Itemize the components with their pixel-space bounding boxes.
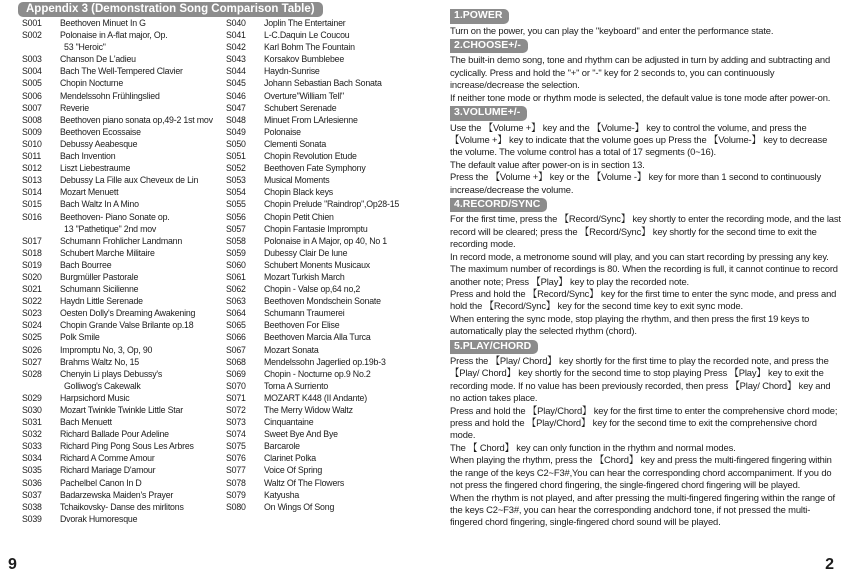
song-title: Mendelssohn Frühlingslied xyxy=(60,90,160,101)
song-row xyxy=(22,186,225,198)
song-title: Beethoven Ecossaise xyxy=(60,126,141,137)
section-paragraph: The maximum number of recordings is 80. When the recording is full, it cannot continue to record another note; Press 【Play】 key to play the recorded note. xyxy=(450,263,838,287)
song-title: Beethoven Fate Symphony xyxy=(264,163,366,174)
song-title: Badarzewska Maiden's Prayer xyxy=(60,489,174,500)
song-row xyxy=(22,283,225,295)
song-code: S002 xyxy=(22,30,42,41)
song-code: S069 xyxy=(226,368,246,379)
section-paragraph: Turn on the power, you can play the "keyboard" and enter the performance state. xyxy=(450,24,774,36)
section-paragraph: If neither tone mode or rhythm mode is selected, the default value is tone mode after power-on. xyxy=(450,91,831,103)
song-code: S028 xyxy=(22,368,42,379)
song-code: S038 xyxy=(22,501,42,512)
song-row xyxy=(22,259,225,271)
song-code: S057 xyxy=(226,223,246,234)
song-title: Pachelbel Canon In D xyxy=(60,477,142,488)
song-row xyxy=(22,138,225,150)
song-row xyxy=(226,138,438,150)
song-title: Chopin Nocturne xyxy=(60,78,124,89)
song-row xyxy=(22,65,225,77)
song-title: Chanson De L'adieu xyxy=(60,54,136,65)
song-code: S025 xyxy=(22,332,42,343)
song-title: Mozart Menuett xyxy=(60,187,119,198)
song-row xyxy=(226,29,438,41)
song-code: S035 xyxy=(22,465,42,476)
song-code: S008 xyxy=(22,114,42,125)
song-code: S012 xyxy=(22,163,42,174)
song-row xyxy=(226,440,438,452)
song-code: S056 xyxy=(226,211,246,222)
song-code: S033 xyxy=(22,441,42,452)
song-row xyxy=(22,235,225,247)
song-row xyxy=(22,452,225,464)
song-title: Richard Mariage D'amour xyxy=(60,465,156,476)
song-title: Beethoven For Elise xyxy=(264,320,340,331)
song-row xyxy=(226,211,438,223)
song-row xyxy=(22,416,225,428)
song-title: Bach The Well-Tempered Clavier xyxy=(60,66,183,77)
song-row xyxy=(22,29,225,53)
song-title: Schubert Marche Militaire xyxy=(60,247,155,258)
song-code: S065 xyxy=(226,320,246,331)
song-row xyxy=(226,162,438,174)
song-code: S068 xyxy=(226,356,246,367)
song-row xyxy=(226,416,438,428)
song-title: Beethoven Marcia Alla Turca xyxy=(264,332,371,343)
song-row xyxy=(22,464,225,476)
song-row xyxy=(22,392,225,404)
song-title: Mozart Turkish March xyxy=(264,271,345,282)
song-row xyxy=(22,477,225,489)
song-code: S042 xyxy=(226,42,246,53)
song-title: Schumann Frohlicher Landmann xyxy=(60,235,183,246)
song-title: Polonaise xyxy=(264,126,301,137)
song-row xyxy=(226,126,438,138)
song-code: S071 xyxy=(226,392,246,403)
section-title-badge: 4.RECORD/SYNC xyxy=(450,198,547,213)
song-title: The Merry Widow Waltz xyxy=(264,405,353,415)
song-row xyxy=(22,211,225,235)
song-title: Torna A Surriento xyxy=(264,380,329,391)
song-row xyxy=(22,501,225,513)
song-row xyxy=(22,344,225,356)
song-code: S015 xyxy=(22,199,42,210)
song-title: Polk Smile xyxy=(60,332,100,343)
song-row xyxy=(226,319,438,331)
song-code: S070 xyxy=(226,380,246,391)
song-row xyxy=(22,77,225,89)
song-code: S061 xyxy=(226,271,246,282)
song-title: Beethoven piano sonata op,49-2 1st mov xyxy=(60,114,213,125)
song-row xyxy=(226,295,438,307)
song-title: Impromptu No, 3, Op, 90 xyxy=(60,344,153,355)
song-title: Karl Bohm The Fountain xyxy=(264,42,355,53)
song-title: Joplin The Entertainer xyxy=(264,18,346,28)
instruction-section xyxy=(450,338,842,529)
song-code: S063 xyxy=(226,296,246,307)
song-title: On Wings Of Song xyxy=(264,501,335,512)
song-code: S072 xyxy=(226,405,246,415)
song-title: Haydn Little Serenade xyxy=(60,296,143,307)
song-code: S059 xyxy=(226,247,246,258)
song-title: Schubert Monents Musicaux xyxy=(264,259,370,270)
song-row xyxy=(226,477,438,489)
song-code: S055 xyxy=(226,199,246,210)
song-code: S014 xyxy=(22,187,42,198)
section-title-badge: 3.VOLUME+/- xyxy=(450,106,527,121)
song-title: Clarinet Polka xyxy=(264,453,316,464)
song-code: S013 xyxy=(22,175,42,186)
song-code: S062 xyxy=(226,284,246,295)
song-code: S026 xyxy=(22,344,42,355)
song-title: Katyusha xyxy=(264,489,300,500)
page-number-left: 9 xyxy=(8,556,17,573)
song-row xyxy=(22,17,225,29)
song-row xyxy=(226,65,438,77)
song-row xyxy=(22,319,225,331)
song-row xyxy=(226,392,438,404)
section-paragraph: The 【 Chord】 key can only function in the rhythm and normal modes. xyxy=(450,441,736,453)
song-row xyxy=(226,501,438,513)
section-title-badge: 5.PLAY/CHORD xyxy=(450,340,538,355)
song-code: S011 xyxy=(22,151,42,162)
song-row xyxy=(22,295,225,307)
song-title: Minuet From LArlesienne xyxy=(264,114,358,125)
song-title: Korsakov Bumblebee xyxy=(264,54,345,65)
song-title: L-C.Daquin Le Coucou xyxy=(264,30,350,41)
song-code: S010 xyxy=(22,138,42,149)
section-paragraph: When playing the rhythm, press the 【Chord】 key and press the multi-fingered fingering within the range of the keys C2~F3#,You can hear the corresponding chord accompaniment. If you do not press the fingered chord fingering, the single-fingered chord fingering will be played. xyxy=(450,454,832,491)
song-title: Brahms Waltz No, 15 xyxy=(60,356,139,367)
song-title: Chopin Petit Chien xyxy=(264,211,334,222)
song-row xyxy=(226,223,438,235)
song-title: Debussy Aeabesque xyxy=(60,138,138,149)
song-row xyxy=(22,404,225,416)
song-code: S031 xyxy=(22,417,42,428)
section-paragraph: Press the 【Play/ Chord】 key shortly for the first time to play the recorded note, and press the 【Play/ Chord】 key shortly for the second time to stop playing Press 【Play】 key to exit the recording mode. If no value has been previously recorded, then press 【Play/ Chord】 key and no action takes place. xyxy=(450,355,831,404)
song-row xyxy=(226,356,438,368)
song-title: Dvorak Humoresque xyxy=(60,513,138,524)
song-title: Voice Of Spring xyxy=(264,465,323,476)
song-code: S045 xyxy=(226,78,246,89)
song-code: S029 xyxy=(22,392,42,403)
song-code: S023 xyxy=(22,308,42,319)
song-title: Waltz Of The Flowers xyxy=(264,477,345,488)
song-code: S074 xyxy=(226,429,246,440)
song-code: S034 xyxy=(22,453,42,464)
song-row xyxy=(226,428,438,440)
song-row xyxy=(226,464,438,476)
song-code: S046 xyxy=(226,90,246,101)
song-title: Chopin Fantasie Impromptu xyxy=(264,223,368,234)
song-row xyxy=(22,513,225,525)
song-code: S054 xyxy=(226,187,246,198)
instruction-section xyxy=(450,104,842,196)
song-title: Richard Ping Pong Sous Les Arbres xyxy=(60,441,194,452)
song-title: Musical Moments xyxy=(264,175,330,186)
song-code: S043 xyxy=(226,54,246,65)
song-title: Mozart Sonata xyxy=(264,344,319,355)
song-code: S037 xyxy=(22,489,42,500)
song-row xyxy=(22,150,225,162)
song-code: S060 xyxy=(226,259,246,270)
song-row xyxy=(226,331,438,343)
song-title: Mendelssohn Jagerlied op.19b-3 xyxy=(264,356,386,367)
appendix-title-badge: Appendix 3 (Demonstration Song Comparison Table) xyxy=(18,2,323,17)
song-row xyxy=(226,186,438,198)
page-number-right: 2 xyxy=(825,556,834,573)
song-row xyxy=(226,198,438,210)
song-row xyxy=(226,150,438,162)
song-title: Burgmüller Pastorale xyxy=(60,271,139,282)
song-title: Mozart Twinkle Twinkle Little Star xyxy=(60,405,183,415)
song-code: S039 xyxy=(22,513,42,524)
song-title: Barcarole xyxy=(264,441,300,452)
song-row xyxy=(22,114,225,126)
song-title: Beethoven- Piano Sonate op. 13 "Pathetique" 2nd mov xyxy=(60,211,170,234)
song-code: S078 xyxy=(226,477,246,488)
song-row xyxy=(226,344,438,356)
song-code: S009 xyxy=(22,126,42,137)
song-row xyxy=(226,489,438,501)
song-code: S066 xyxy=(226,332,246,343)
song-title: Chopin - Valse op,64 no,2 xyxy=(264,284,361,295)
song-code: S019 xyxy=(22,259,42,270)
song-code: S044 xyxy=(226,66,246,77)
song-row xyxy=(226,404,438,416)
song-row xyxy=(226,102,438,114)
song-title: Liszt Liebestraume xyxy=(60,163,131,174)
section-paragraph: The default value after power-on is in section 13. xyxy=(450,158,645,170)
song-row xyxy=(226,77,438,89)
song-row xyxy=(226,174,438,186)
song-title: Cinquantaine xyxy=(264,417,314,428)
song-row xyxy=(22,102,225,114)
song-code: S052 xyxy=(226,163,246,174)
song-title: Schubert Serenade xyxy=(264,102,337,113)
song-title: Dubessy Clair De lune xyxy=(264,247,348,258)
song-title: Bach Waltz In A Mino xyxy=(60,199,139,210)
song-row xyxy=(22,368,225,392)
song-title: Richard Ballade Pour Adeline xyxy=(60,429,169,440)
song-code: S077 xyxy=(226,465,246,476)
section-title-badge: 2.CHOOSE+/- xyxy=(450,39,528,54)
song-title: Chopin Black keys xyxy=(264,187,333,198)
song-row xyxy=(226,114,438,126)
song-row xyxy=(226,452,438,464)
song-row xyxy=(22,428,225,440)
song-row xyxy=(226,368,438,380)
section-paragraph: In record mode, a metronome sound will play, and you can start recording by pressing any key. xyxy=(450,250,829,262)
song-code: S047 xyxy=(226,102,246,113)
song-title: Bach Bourree xyxy=(60,259,112,270)
song-title: Chopin Prelude "Raindrop",Op28-15 xyxy=(264,199,400,210)
section-paragraph: When the rhythm is not played, and after pressing the multi-fingered fingering within the range of the keys C2~F3#, you can hear the corresponding andchord tone, if not pressed the multi-fingered chord fingering, single-fingered chord sound will be played. xyxy=(450,491,836,528)
song-row xyxy=(226,247,438,259)
song-title: Clementi Sonata xyxy=(264,138,327,149)
section-paragraph: When entering the sync mode, stop playing the rhythm, and then press the first 19 keys to automatically play the selected rhythm (chord). xyxy=(450,312,810,337)
song-code: S021 xyxy=(22,284,42,295)
song-title: Beethoven Mondschein Sonate xyxy=(264,296,381,307)
song-row xyxy=(22,440,225,452)
song-table-column-2 xyxy=(226,17,438,513)
song-row xyxy=(226,307,438,319)
song-row xyxy=(22,126,225,138)
song-row xyxy=(226,53,438,65)
song-row xyxy=(22,331,225,343)
song-code: S006 xyxy=(22,90,42,101)
song-title: Reverie xyxy=(60,102,89,113)
song-row xyxy=(22,198,225,210)
song-title: Haydn-Sunrise xyxy=(264,66,320,77)
song-code: S064 xyxy=(226,308,246,319)
song-code: S050 xyxy=(226,138,246,149)
song-title: Polonaise in A Major, op 40, No 1 xyxy=(264,235,387,246)
song-code: S075 xyxy=(226,441,246,452)
song-code: S049 xyxy=(226,126,246,137)
song-code: S018 xyxy=(22,247,42,258)
song-title: MOZART K448 (II Andante) xyxy=(264,392,367,403)
song-row xyxy=(22,90,225,102)
song-code: S007 xyxy=(22,102,42,113)
song-title: Richard A Comme Amour xyxy=(60,453,155,464)
song-title: Schumann Traumerei xyxy=(264,308,345,319)
song-row xyxy=(22,162,225,174)
song-code: S036 xyxy=(22,477,42,488)
song-row xyxy=(22,307,225,319)
song-title: Overture"William Tell" xyxy=(264,90,344,101)
song-title: Bach Menuett xyxy=(60,417,112,428)
section-paragraph: Press and hold the 【Record/Sync】 key for the first time to enter the sync mode, and press and hold the 【Record/Sync】 key for the second time key to exit sync mode. xyxy=(450,287,837,312)
instructions-column xyxy=(450,7,842,529)
song-title: Johann Sebastian Bach Sonata xyxy=(264,78,382,89)
song-code: S003 xyxy=(22,54,42,65)
song-row xyxy=(22,247,225,259)
song-code: S051 xyxy=(226,151,246,162)
song-title: Chenyin Li plays Debussy's Golliwog's Cakewalk xyxy=(60,368,163,391)
song-code: S024 xyxy=(22,320,42,331)
song-title: Polonaise in A-flat major, Op. 53 "Heroic" xyxy=(60,30,168,53)
instruction-section xyxy=(450,196,842,338)
song-row xyxy=(226,283,438,295)
section-paragraph: Use the 【Volume +】 key and the 【Volume-】 key to control the volume, and press the 【Volume +】 key to indicate that the volume goes up Press the 【Volume-】 key to decrease the volume. The volume control has a total of 17 segments (0~16). xyxy=(450,121,828,158)
song-title: Debussy La Fille aux Cheveux de Lin xyxy=(60,175,199,186)
song-title: Chopin Revolution Etude xyxy=(264,151,357,162)
section-paragraph: Press the 【Volume +】 key or the 【Volume -】 key for more than 1 second to continuously increase/decrease the volume. xyxy=(450,171,822,195)
instruction-section xyxy=(450,7,842,37)
song-code: S058 xyxy=(226,235,246,246)
song-code: S005 xyxy=(22,78,42,89)
song-table-column-1 xyxy=(22,17,225,525)
song-title: Sweet Bye And Bye xyxy=(264,429,338,440)
song-row xyxy=(226,259,438,271)
section-paragraph: For the first time, press the 【Record/Sync】 key shortly to enter the recording mode, and the last record will be cleared; press the 【Record/Sync】 key shortly for the second time to exit the recording mode. xyxy=(450,213,841,250)
section-paragraph: Press and hold the 【Play/Chord】 key for the first time to enter the comprehensive chord mode; press and hold the 【Play/Chord】 key for the second time to exit the comprehensive chord mode. xyxy=(450,404,838,441)
song-code: S067 xyxy=(226,344,246,355)
song-row xyxy=(22,174,225,186)
song-code: S076 xyxy=(226,453,246,464)
song-row xyxy=(22,53,225,65)
song-code: S020 xyxy=(22,271,42,282)
song-title: Tchaikovsky- Danse des mirlitons xyxy=(60,501,184,512)
instruction-section xyxy=(450,37,842,104)
song-row xyxy=(22,489,225,501)
song-code: S030 xyxy=(22,405,42,415)
song-row xyxy=(226,41,438,53)
song-title: Schumann Sicilienne xyxy=(60,284,139,295)
song-code: S080 xyxy=(226,501,246,512)
song-title: Harpsichord Music xyxy=(60,392,130,403)
song-code: S032 xyxy=(22,429,42,440)
song-code: S001 xyxy=(22,18,42,28)
song-code: S022 xyxy=(22,296,42,307)
section-title-badge: 1.POWER xyxy=(450,9,509,24)
song-title: Oesten Dolly's Dreaming Awakening xyxy=(60,308,196,319)
song-row xyxy=(226,235,438,247)
song-title: Chopin - Nocturne op.9 No.2 xyxy=(264,368,371,379)
song-row xyxy=(22,271,225,283)
song-code: S040 xyxy=(226,18,246,28)
song-code: S079 xyxy=(226,489,246,500)
song-row xyxy=(226,380,438,392)
song-row xyxy=(226,271,438,283)
song-code: S053 xyxy=(226,175,246,186)
song-title: Bach Invention xyxy=(60,151,116,162)
song-code: S016 xyxy=(22,211,42,222)
song-row xyxy=(226,90,438,102)
song-code: S017 xyxy=(22,235,42,246)
section-paragraph: The built-in demo song, tone and rhythm can be adjusted in turn by adding and subtracting and cyclically. Press and hold the "+" or "-" key for 2 seconds to, you can continuously increase/decrease the selection. xyxy=(450,54,831,91)
song-title: Beethoven Minuet In G xyxy=(60,18,146,28)
song-code: S048 xyxy=(226,114,246,125)
song-row xyxy=(226,17,438,29)
song-code: S004 xyxy=(22,66,42,77)
song-code: S073 xyxy=(226,417,246,428)
song-code: S027 xyxy=(22,356,42,367)
song-row xyxy=(22,356,225,368)
song-title: Chopin Grande Valse Brilante op.18 xyxy=(60,320,194,331)
song-code: S041 xyxy=(226,30,246,41)
